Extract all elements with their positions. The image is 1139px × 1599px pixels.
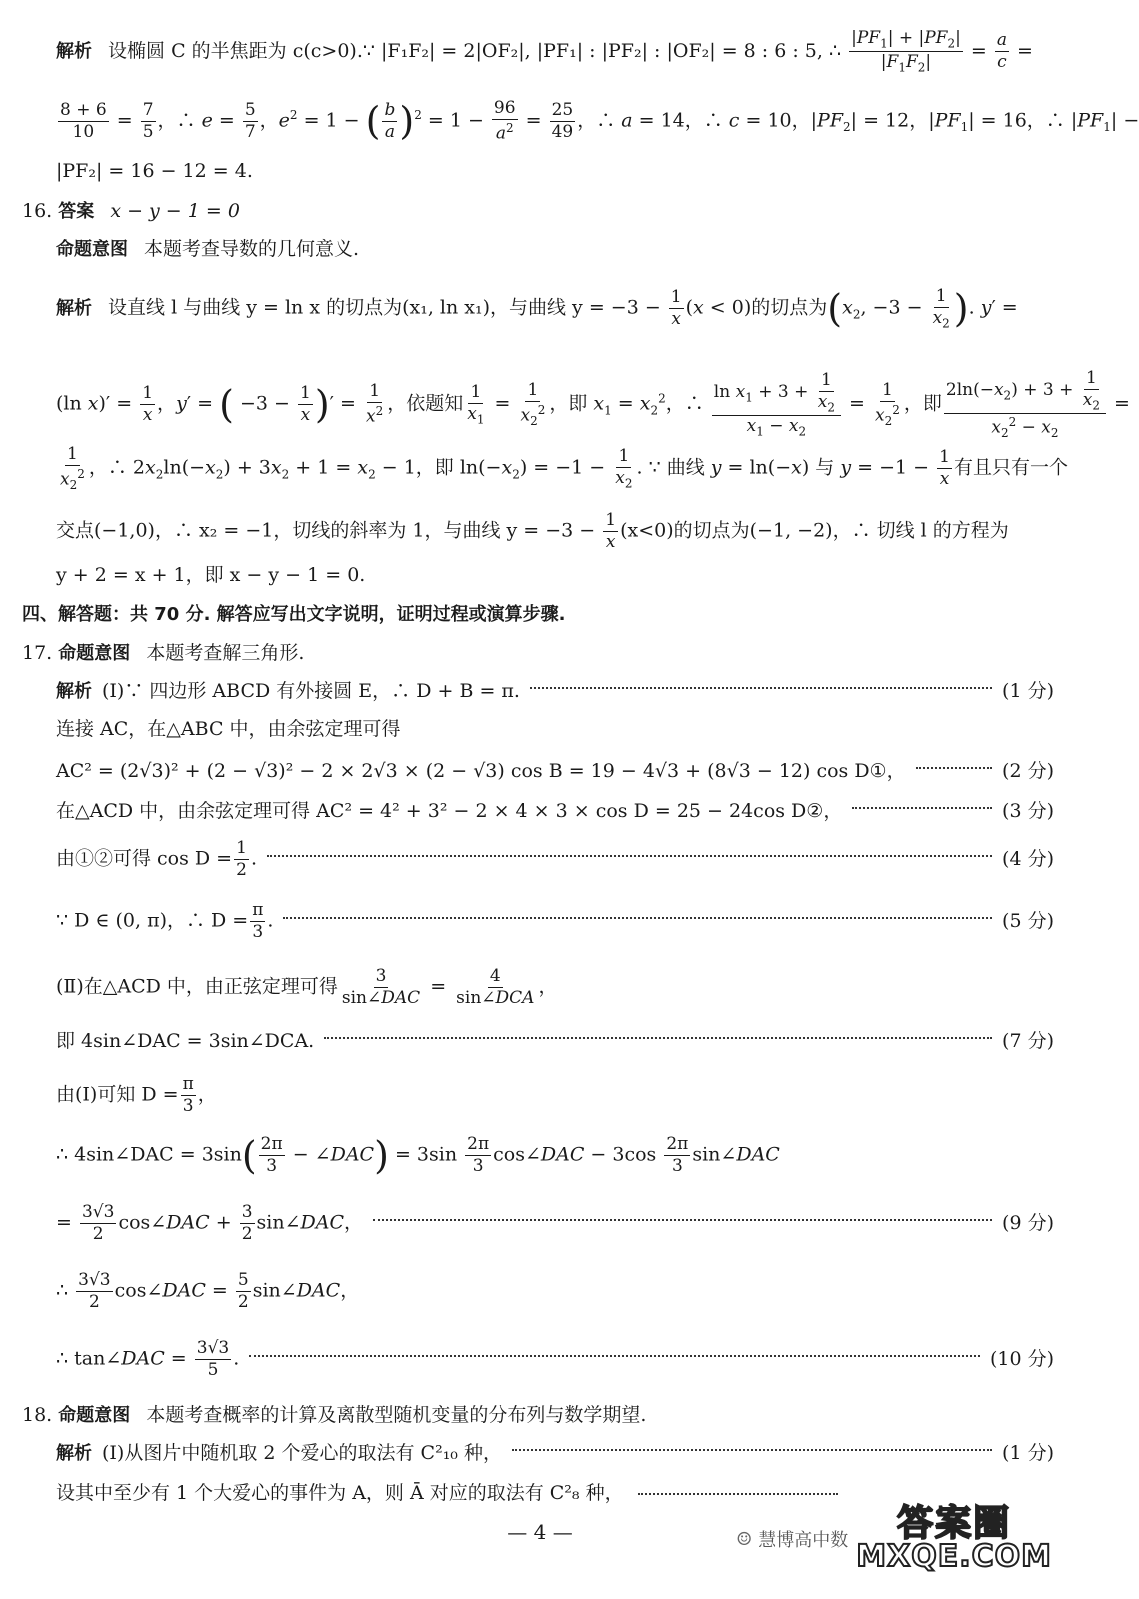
q15-line-3: |PF₂| = 16 − 12 = 4. (56, 160, 253, 182)
q17-step-4 (56, 802, 1054, 821)
q17-s3: AC² = (2√3)² + (2 − √3)² − 2 × 2√3 × (2 − √3) cos B = 19 − 4√3 + (8√3 − 12) cos D①， (56, 760, 906, 782)
analysis-label: 解析 (56, 297, 92, 319)
wechat-icon: ☺ (736, 1528, 753, 1550)
score: (1 分) (1002, 1442, 1054, 1464)
dot-leader (638, 1493, 838, 1495)
q16-line-4: 交点(−1,0)，∴ x₂ = −1，切线的斜率为 1，与曲线 y = −3 − $\frac{1}{x}$ (x<0)的切点为(−1, −2)，∴ 切线 l 的方程为 (56, 510, 1009, 552)
q16-line-2: (ln x)′ = $\frac{1}{x}$ ，y′ = ( −3 − $\frac{1}{x}$ )′ = $\frac{1}{x^2}$ ，依题知 $\frac{1}{x_1}$ = $\frac{1}{x_2^2}$ ，即 $x_1 = x_2^2$，∴ $\ln x_1 + 3$ + $\frac{1}{x_2}$ $x_1 - x_2$ = $\frac{1}{x_2^2}$ ，即 $2\ln(-x_2) + 3$ + $\frac{1}{x_2}$ $x_2^2 - x_2$ = (56, 368, 1130, 441)
fraction: $\frac{a}{c}$ (996, 30, 1007, 73)
q17-s7: (Ⅱ)在△ACD 中，由正弦定理可得 (56, 975, 338, 998)
dot-leader (852, 807, 992, 809)
dot-leader (373, 1219, 992, 1221)
dot-leader (283, 917, 992, 919)
q17-s1: (Ⅰ)∵ 四边形 ABCD 有外接圆 E，∴ D + B = π. (102, 680, 520, 702)
q18-intent-line (22, 1406, 1054, 1425)
score: (4 分) (1002, 848, 1054, 870)
fraction: $\frac{|PF_1| + |PF_2|}{|F_1F_2|}$ (851, 28, 961, 75)
page-number: — 4 — (507, 1520, 573, 1544)
section-heading: 四、解答题：共 70 分. 解答应写出文字说明，证明过程或演算步骤. (22, 604, 566, 625)
q17-step-2: 连接 AC，在△ABC 中，由余弦定理可得 (56, 718, 401, 740)
intent-label: 命题意图 (58, 1405, 131, 1426)
intent-label: 命题意图 (56, 239, 128, 260)
q17-step-10: ∴ 4sin∠DAC = 3sin( $\frac{2\pi}{3}$ − ∠DAC) = 3sin $\frac{2\pi}{3}$ cos∠DAC − 3cos $\frac{2\pi}{3}$ sin∠DAC (56, 1133, 780, 1178)
score: (5 分) (1002, 910, 1054, 932)
q17-step-12: ∴ $\frac{3√3}{2}$ cos∠DAC = $\frac{5}{2}$ sin∠DAC， (56, 1270, 360, 1312)
q16-answer-line (22, 202, 1054, 221)
q17-s5: 由①②可得 cos D = (56, 847, 233, 870)
logo-cn: 答案圈 (897, 1503, 1012, 1544)
q17-step-7: (Ⅱ)在△ACD 中，由正弦定理可得 3 sin∠DAC = 4 sin∠DCA ， (56, 966, 558, 1008)
analysis-label: 解析 (56, 40, 92, 62)
score: (9 分) (1002, 1212, 1054, 1234)
q17-step-9: 由(Ⅰ)可知 D = $\frac{\pi}{3}$ ， (56, 1074, 217, 1116)
q15-line-1: 解析 设椭圆 C 的半焦距为 c(c>0).∵ |F₁F₂| = 2|OF₂|, |PF₁| : |PF₂| : |OF₂| = 8 : 6 : 5, ∴ $\frac{|PF_1| + |PF_2|}{|F_1F_2|}$ = $\frac{a}{c}$ = (56, 28, 1033, 75)
q17-step-5: 由①②可得 cos D = $\frac{1}{2}$ . (4 分) (56, 838, 1054, 880)
q18-number: 18. (22, 1404, 53, 1426)
q17-s8: 即 4sin∠DAC = 3sin∠DCA. (56, 1030, 315, 1052)
answer-label: 答案 (58, 201, 95, 222)
q17-s6: ∵ D ∈ (0, π)，∴ D = (56, 909, 249, 932)
q18-step-2 (56, 1484, 900, 1503)
q17-intent: 本题考查解三角形. (146, 642, 305, 664)
q16-text-4: 交点(−1,0)，∴ x₂ = −1，切线的斜率为 1，与曲线 y = −3 − (56, 519, 596, 542)
score: (3 分) (1002, 800, 1054, 822)
q18-intent: 本题考查概率的计算及离散型随机变量的分布列与数学期望. (146, 1404, 647, 1426)
analysis-label: 解析 (56, 1443, 92, 1464)
dot-leader (324, 1037, 992, 1039)
q16-line-1: 解析 设直线 l 与曲线 y = ln x 的切点为(x₁, ln x₁)，与曲线 y = −3 − $\frac{1}{x}$ (x < 0)的切点为($x_2$, −3 − $\frac{1}{x_2}$ ). y′ = (56, 286, 1018, 331)
q16-text-3: 有且只有一个 (953, 456, 1068, 479)
q16-intent-line (56, 240, 1054, 259)
score: (1 分) (1002, 680, 1054, 702)
score: (10 分) (989, 1348, 1054, 1370)
q15-text-1: 设椭圆 C 的半焦距为 c(c>0).∵ |F₁F₂| = 2|OF₂|, |PF₁| : |PF₂| : |OF₂| = 8 : 6 : 5, ∴ (108, 39, 842, 62)
dot-leader (249, 1355, 980, 1357)
dot-leader (512, 1449, 992, 1451)
q16-text-1: 设直线 l 与曲线 y = ln x 的切点为(x₁, ln x₁)，与曲线 y = −3 − (108, 296, 661, 319)
q17-step-11: = $\frac{3√3}{2}$ cos∠DAC + $\frac{3}{2}$ sin∠DAC， (9 分) (56, 1202, 1054, 1244)
watermark-logo (856, 1503, 1052, 1574)
q16-answer: x − y − 1 = 0 (110, 200, 240, 222)
q17-s9: 由(Ⅰ)可知 D = (56, 1083, 179, 1106)
q18-step-1 (56, 1444, 1054, 1463)
dot-leader (916, 767, 992, 769)
q17-s10: ∴ 4sin∠DAC = 3sin (56, 1143, 242, 1166)
q16-text-4-tail: (x<0)的切点为(−1, −2)，∴ 切线 l 的方程为 (620, 519, 1009, 542)
score: (7 分) (1002, 1030, 1054, 1052)
q17-step-6: ∵ D ∈ (0, π)，∴ D = $\frac{\pi}{3}$ . (5 分) (56, 900, 1054, 942)
watermark (736, 1503, 1052, 1574)
q16-line-5: y + 2 = x + 1，即 x − y − 1 = 0. (56, 564, 366, 586)
watermark-text: 慧博高中数 (758, 1530, 849, 1551)
q16-number: 16. (22, 200, 53, 222)
q17-step-13: ∴ tan∠DAC = $\frac{3√3}{5}$ . (10 分) (56, 1338, 1054, 1380)
q17-intent-line (22, 644, 1054, 663)
q16-intent: 本题考查导数的几何意义. (144, 238, 360, 260)
q16-line-3: $\frac{1}{x_2^2}$ ，∴ $2x_2\ln(-x_2) + 3x_2 + 1 = x_2 - 1$，即 $\ln(-x_2) = -1$ − $\frac{1}{x_2}$ . ∵ 曲线 y = ln(−x) 与 y = −1 − $\frac{1}{x}$ 有且只有一个 (60, 444, 1068, 493)
intent-label: 命题意图 (58, 643, 131, 664)
q18-s1: (Ⅰ)从图片中随机取 2 个爱心的取法有 C²₁₀ 种， (102, 1442, 502, 1464)
score: (2 分) (1002, 760, 1054, 782)
q18-s2: 设其中至少有 1 个大爱心的事件为 A，则 Ā 对应的取法有 C²₈ 种， (56, 1482, 624, 1504)
q17-step-1 (56, 682, 1054, 701)
logo-en: MXQE.COM (856, 1539, 1052, 1574)
q15-line-2: $\frac{8 + 6}{10}$ = $\frac{7}{5}$ ，∴ e = $\frac{5}{7}$ ，$e^2 = 1$ − ( $\frac{b}{a}$ )$^2$ = 1 − $\frac{96}{a^2}$ = $\frac{25}{49}$ ，∴ a = 14，∴ c = 10，$|PF_2| = 12$，$|PF_1| = 16$，∴ $|PF_1|$ − (60, 98, 1139, 144)
dot-leader (267, 855, 992, 857)
analysis-label: 解析 (56, 681, 92, 702)
q17-s4: 在△ACD 中，由余弦定理可得 AC² = 4² + 3² − 2 × 4 × 3 × cos D = 25 − 24cos D②， (56, 800, 843, 822)
dot-leader (530, 687, 992, 689)
q17-number: 17. (22, 642, 53, 664)
q17-step-3 (56, 762, 1054, 781)
q17-step-8 (56, 1032, 1054, 1051)
